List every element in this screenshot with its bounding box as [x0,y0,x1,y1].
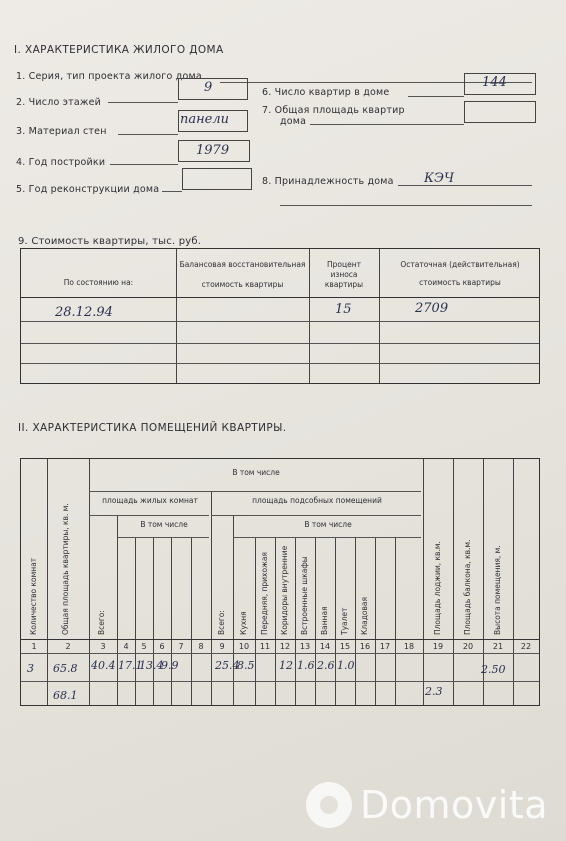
apartments-line [408,96,464,97]
header-total-living: Всего: [97,610,106,635]
column-number: 16 [359,642,371,651]
column-number: 15 [339,642,351,651]
cost-header-bottom [21,297,539,298]
header-including: В том числе [232,468,280,477]
rooms-col-line [171,537,172,705]
rooms-col-line [295,537,296,705]
cost-header-residual-2: стоимость квартиры [419,278,501,287]
year-line [110,164,178,165]
value-room-1: 17.1 [118,659,143,672]
year-label: 4. Год постройки [16,157,106,168]
value-toilet: 1.0 [337,659,355,672]
header-loggia: Площадь лоджии, кв.м. [433,541,442,635]
floors-value: 9 [204,80,213,95]
reconstruction-box [182,168,252,190]
column-number: 7 [178,642,184,651]
rooms-col-line [423,459,424,705]
apartments-value: 144 [482,75,507,90]
header-total-area: Общая площадь квартиры, кв. м. [61,503,70,635]
watermark [306,782,548,828]
column-number: 19 [432,642,444,651]
rooms-col-line [335,537,336,705]
value-living-total: 40.4 [91,659,116,672]
area-line [310,124,464,125]
reconstruction-label: 5. Год реконструкции дома [16,184,160,195]
column-number: 14 [319,642,331,651]
cost-table [20,248,540,384]
cost-header-wear-3: квартиры [324,280,364,289]
material-line [118,134,178,135]
rooms-table [20,458,540,706]
column-number: 2 [65,642,71,651]
rooms-col-line [255,537,256,705]
rooms-col-line [117,515,118,705]
watermark-text: Domovita [360,783,549,827]
header-kitchen: Кухня [239,611,248,635]
header-hall: Передняя, прихожая [260,552,269,635]
header-rooms-count: Количество комнат [29,557,38,635]
cost-header-wear-2: износа [330,270,358,279]
column-number: 17 [379,642,391,651]
value-bathroom: 2.6 [317,659,335,672]
section2-title: II. ХАРАКТЕРИСТИКА ПОМЕЩЕНИЙ КВАРТИРЫ. [18,422,287,434]
rooms-row-line [21,653,539,654]
value-room-2: 13.4 [139,659,164,672]
header-living: площадь жилых комнат [102,496,198,505]
year-value: 1979 [196,143,230,158]
cost-header-residual-1: Остаточная (действительная) [400,260,520,269]
floors-line [108,102,178,103]
value-kitchen: 8.5 [237,659,255,672]
cost-row-line-2 [21,343,539,344]
belonging-line [398,185,532,186]
rooms-col-line [275,537,276,705]
apartments-label: 6. Число квартир в доме [262,87,390,98]
rooms-col-line [233,515,234,705]
cost-residual-value: 2709 [415,301,449,316]
column-number: 4 [123,642,129,651]
value-height: 2.50 [481,663,506,676]
header-balcony: Площадь балкона, кв.м. [463,539,472,635]
material-label: 3. Материал стен [16,126,107,137]
rooms-col-line [453,459,454,705]
column-number: 11 [259,642,271,651]
rooms-col-line [191,537,192,705]
column-number: 21 [492,642,504,651]
header-storage: Кладовая [360,596,369,635]
value-closets: 1.6 [297,659,315,672]
rooms-col-line [47,459,48,705]
value-loggia: 2.3 [425,685,443,698]
column-number: 9 [219,642,225,651]
column-number: 8 [198,642,204,651]
rooms-col-line [315,537,316,705]
material-value: панели [180,112,230,127]
cost-row-line-3 [21,363,539,364]
value-total-area-2: 68.1 [53,689,78,702]
rooms-col-line [395,537,396,705]
cost-row-line-1 [21,321,539,322]
header-auxiliary: площадь подсобных помещений [252,496,382,505]
header-including-aux: В том числе [304,520,352,529]
header-height: Высота помещения, м. [493,545,502,635]
series-label: 1. Серия, тип проекта жилого дома [16,71,202,82]
value-aux-total: 25.4 [215,659,240,672]
value-corridors: 12 [279,659,293,672]
area-box [464,101,536,123]
value-room-3: 9.9 [161,659,179,672]
belonging-value: КЭЧ [424,171,455,186]
cost-header-wear-1: Процент [327,260,361,269]
rooms-row-line [21,639,539,640]
rooms-col-line [135,537,136,705]
floors-box [178,78,248,100]
column-number: 18 [403,642,415,651]
rooms-row-line [89,491,421,492]
column-number: 13 [299,642,311,651]
value-rooms: 3 [27,662,34,675]
column-number: 3 [100,642,106,651]
rooms-row-line [211,515,421,516]
rooms-col-line [211,491,212,705]
rooms-col-line [375,537,376,705]
section9-title: 9. Стоимость квартиры, тыс. руб. [18,236,202,247]
cost-header-date: По состоянию на: [63,278,134,287]
watermark-logo-icon [306,782,352,828]
rooms-row-line [233,537,421,538]
rooms-row-line [21,681,539,682]
rooms-row-line [117,537,209,538]
belonging-label: 8. Принадлежность дома [262,176,394,187]
area-label-2: дома [280,116,307,127]
header-toilet: Туалет [340,607,349,635]
header-closets: Встроенные шкафы [300,556,309,635]
rooms-col-line [153,537,154,705]
column-number: 6 [159,642,165,651]
column-number: 20 [462,642,474,651]
column-number: 22 [520,642,532,651]
floors-label: 2. Число этажей [16,97,102,108]
value-total-area: 65.8 [53,662,78,675]
column-number: 5 [141,642,147,651]
cost-header-balance-1: Балансовая восстановительная [179,260,306,269]
column-number: 1 [31,642,37,651]
header-total-aux: Всего: [217,610,226,635]
section1-title: I. ХАРАКТЕРИСТИКА ЖИЛОГО ДОМА [14,44,224,56]
area-label: 7. Общая площадь квартир [262,105,405,116]
header-corridors: Коридоры внутренние [280,545,289,635]
belonging-line-2 [280,205,532,206]
header-including-living: В том числе [140,520,188,529]
rooms-col-line [513,459,514,705]
cost-header-balance-2: стоимость квартиры [201,280,284,289]
column-number: 10 [238,642,250,651]
column-number: 12 [279,642,291,651]
header-bathroom: Ванная [320,606,329,635]
cost-date-value: 28.12.94 [55,305,113,320]
reconstruction-line [162,191,182,192]
rooms-row-line [89,515,209,516]
cost-wear-value: 15 [335,302,352,317]
rooms-col-line [355,537,356,705]
